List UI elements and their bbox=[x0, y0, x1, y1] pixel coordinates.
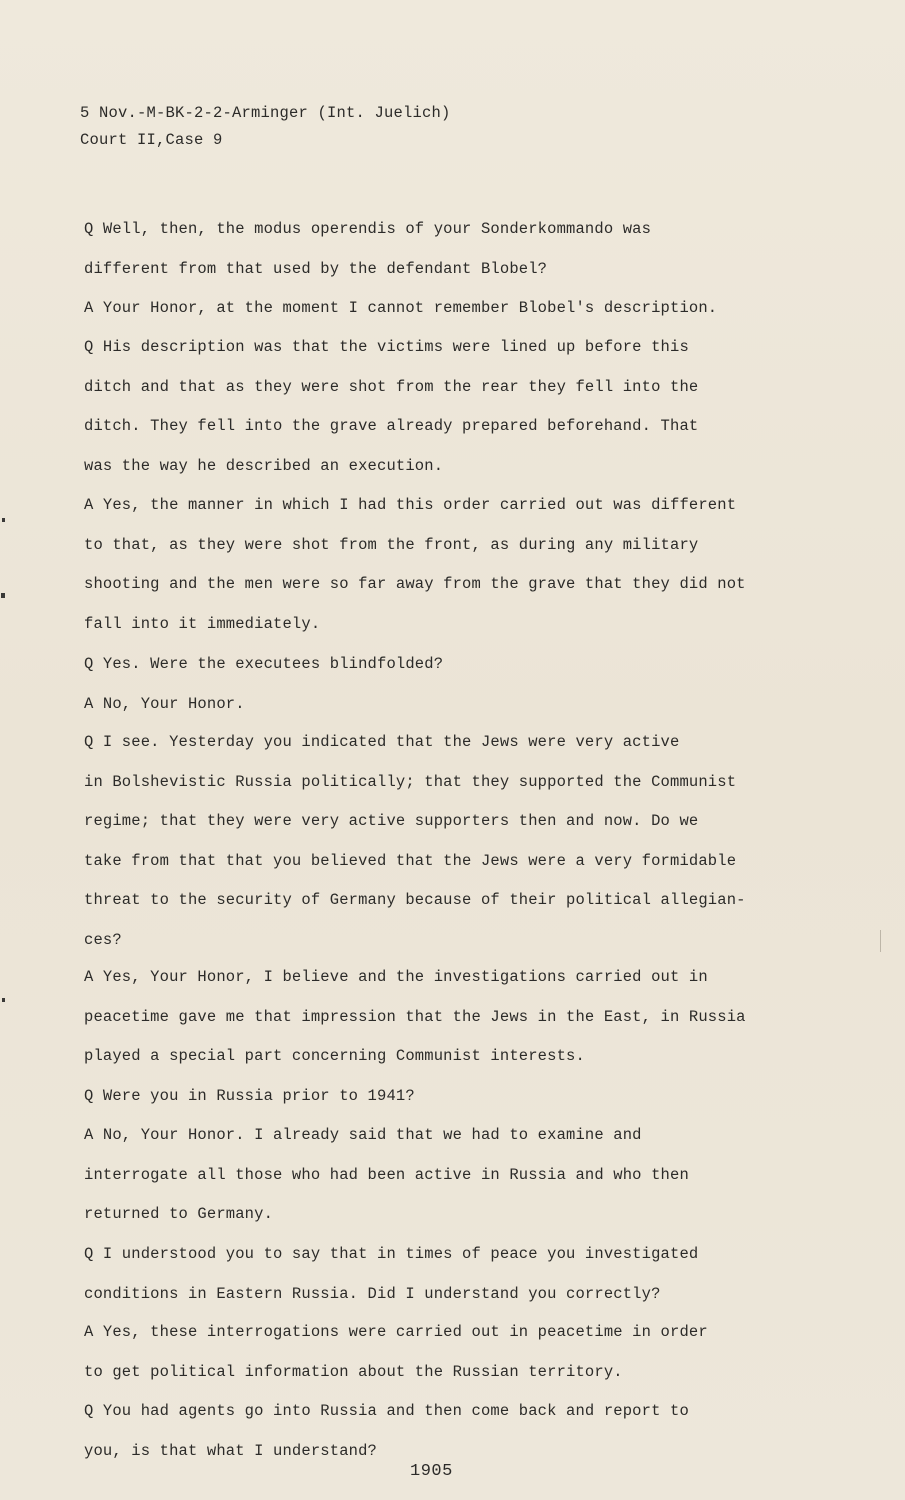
text-line: ditch. They fell into the grave already prepared beforehand. That bbox=[84, 417, 699, 435]
paragraph-13 bbox=[84, 1392, 784, 1471]
text-line: in Bolshevistic Russia politically; that they supported the Communist bbox=[84, 772, 737, 791]
text-line: Q I understood you to say that in times of peace you investigated bbox=[84, 1245, 699, 1263]
text-line: you, is that what I understand? bbox=[84, 1441, 377, 1460]
margin-punch-mark bbox=[2, 998, 5, 1002]
text-line: Q Well, then, the modus operendis of your Sonderkommando was bbox=[84, 220, 652, 238]
header-court-line: Court II,Case 9 bbox=[80, 131, 223, 149]
text-line: to that, as they were shot from the front, as during any military bbox=[84, 535, 699, 554]
paragraph-1 bbox=[84, 210, 784, 289]
text-line: regime; that they were very active supporters then and now. Do we bbox=[84, 812, 699, 830]
text-line: A Yes, Your Honor, I believe and the investigations carried out in bbox=[84, 968, 708, 986]
document-header bbox=[80, 100, 451, 154]
text-line: A Yes, the manner in which I had this order carried out was different bbox=[84, 496, 737, 514]
text-line: ces? bbox=[84, 930, 122, 949]
margin-punch-mark bbox=[2, 518, 5, 522]
text-line: Q Were you in Russia prior to 1941? bbox=[84, 1087, 415, 1105]
paragraph-5 bbox=[84, 645, 784, 685]
paragraph-10 bbox=[84, 1116, 784, 1235]
text-line: ditch and that as they were shot from the rear they fell into the bbox=[84, 377, 699, 396]
paragraph-12 bbox=[84, 1313, 784, 1392]
text-line: A No, Your Honor. I already said that we had to examine and bbox=[84, 1126, 642, 1144]
text-line: Q You had agents go into Russia and then come back and report to bbox=[84, 1402, 689, 1420]
paper-crease-mark bbox=[880, 930, 881, 952]
text-line: conditions in Eastern Russia. Did I understand you correctly? bbox=[84, 1284, 661, 1303]
paragraph-2 bbox=[84, 289, 784, 329]
header-reference-line: 5 Nov.-M-BK-2-2-Arminger (Int. Juelich) bbox=[80, 104, 451, 122]
paragraph-9 bbox=[84, 1077, 784, 1117]
page-number: 1905 bbox=[410, 1462, 453, 1481]
paragraph-8 bbox=[84, 958, 784, 1077]
text-line: played a special part concerning Communist interests. bbox=[84, 1047, 585, 1065]
paragraph-7 bbox=[84, 723, 784, 960]
text-line: A Yes, these interrogations were carried out in peacetime in order bbox=[84, 1323, 708, 1341]
text-line: different from that used by the defendant Blobel? bbox=[84, 259, 548, 278]
text-line: take from that that you believed that the Jews were a very formidable bbox=[84, 851, 737, 870]
text-line: fall into it immediately. bbox=[84, 614, 321, 633]
text-line: Q I see. Yesterday you indicated that the Jews were very active bbox=[84, 733, 680, 751]
text-line: returned to Germany. bbox=[84, 1205, 274, 1223]
paragraph-3 bbox=[84, 328, 784, 486]
text-line: A No, Your Honor. bbox=[84, 695, 245, 713]
paragraph-4 bbox=[84, 486, 784, 644]
text-line: interrogate all those who had been active in Russia and who then bbox=[84, 1165, 689, 1184]
paragraph-11 bbox=[84, 1235, 784, 1314]
text-line: was the way he described an execution. bbox=[84, 456, 444, 475]
text-line: shooting and the men were so far away from the grave that they did not bbox=[84, 575, 746, 593]
margin-punch-mark bbox=[1, 593, 5, 598]
text-line: peacetime gave me that impression that the Jews in the East, in Russia bbox=[84, 1007, 746, 1026]
text-line: A Your Honor, at the moment I cannot remember Blobel's description. bbox=[84, 299, 718, 317]
text-line: Q His description was that the victims were lined up before this bbox=[84, 338, 689, 356]
text-line: to get political information about the Russian territory. bbox=[84, 1362, 623, 1381]
paragraph-6 bbox=[84, 685, 784, 725]
text-line: threat to the security of Germany because of their political allegian- bbox=[84, 891, 746, 909]
text-line: Q Yes. Were the executees blindfolded? bbox=[84, 655, 444, 673]
